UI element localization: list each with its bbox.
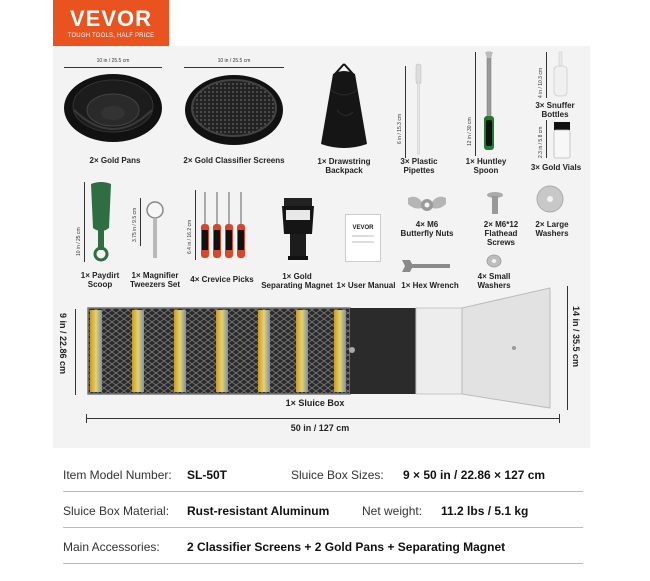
spec-material-label: Sluice Box Material: — [63, 504, 170, 518]
scoop-label-line2: Scoop — [87, 280, 113, 289]
pipettes-dim-line — [405, 66, 406, 158]
sluice-width: 50 in / 127 cm — [290, 423, 350, 433]
brand-name: VEVOR — [69, 6, 153, 31]
spoon-label-line2: Spoon — [473, 166, 499, 175]
snuffer-bottle-image — [551, 50, 571, 98]
vials-dim-line — [546, 120, 547, 158]
snuffer-label-line2: Bottles — [541, 110, 569, 119]
gold-pans-dimension — [64, 58, 162, 66]
magnet-label-line2: Separating Magnet — [261, 281, 333, 290]
scoop-dim-line — [84, 182, 85, 262]
sluice-left-dim-line — [75, 309, 76, 395]
hex-wrench-image — [400, 256, 454, 274]
spoon-label-line1: 1× Huntley — [465, 157, 507, 166]
gold-vial-image — [551, 120, 573, 160]
spec-size-value: 9 × 50 in / 22.86 × 127 cm — [403, 468, 546, 482]
pipettes-dim-text: 6 in / 15.3 cm — [397, 113, 403, 144]
scoop-label-line1: 1× Paydirt — [80, 271, 120, 280]
butterfly-nut-image — [406, 192, 448, 214]
flathead-screw-image — [484, 190, 506, 216]
manual-logo: VEVOR — [352, 225, 374, 231]
classifier-dim-text: 10 in / 25.5 cm — [217, 58, 251, 64]
spec-row-model — [63, 456, 583, 492]
backpack-image — [315, 60, 373, 152]
pipettes-label — [394, 157, 444, 175]
gold-pans-label: 2× Gold Pans — [89, 156, 141, 165]
spec-model-label: Item Model Number: — [63, 468, 172, 482]
backpack-label — [308, 157, 380, 175]
spec-weight-label: Net weight: — [362, 504, 423, 518]
scoop-image — [88, 180, 114, 264]
large-washers-label — [524, 220, 580, 238]
magnet-label-line1: 1× Gold — [282, 272, 312, 281]
manual-label: 1× User Manual — [336, 281, 396, 290]
spoon-dim-text: 12 in / 30 cm — [467, 117, 473, 146]
butterfly-nuts-label — [392, 220, 462, 238]
crevice-picks-image — [198, 190, 248, 262]
large-washers-label-line1: 2× Large — [535, 220, 569, 229]
snuffer-label-line1: 3× Snuffer — [535, 101, 575, 110]
sluice-label: 1× Sluice Box — [285, 398, 345, 408]
pipettes-label-line2: Pipettes — [403, 166, 435, 175]
magnet-image — [276, 194, 320, 264]
tweezers-label-line1: 1× Magnifier — [131, 271, 179, 280]
large-washers-label-line2: Washers — [535, 229, 569, 238]
picks-dim-text: 6.4 in / 16.2 cm — [187, 219, 193, 254]
wrench-label: 1× Hex Wrench — [401, 281, 459, 290]
snuffer-dim-text: 4 in / 10.3 cm — [538, 67, 544, 98]
brand-logo — [53, 0, 169, 46]
butterfly-nuts-label-line1: 4× M6 — [415, 220, 439, 229]
screws-label-line2: Flathead Screws — [484, 229, 518, 247]
picks-label: 4× Crevice Picks — [190, 275, 254, 284]
picks-dim-line — [195, 190, 196, 260]
backpack-label-line1: 1× Drawstring — [317, 157, 371, 166]
spoon-dim-line — [475, 52, 476, 156]
vials-dim-text: 2.3 in / 5.8 cm — [538, 126, 544, 158]
sluice-width-tick-left — [86, 414, 87, 423]
classifier-screens-image — [183, 70, 285, 150]
spec-size-label: Sluice Box Sizes: — [291, 468, 384, 482]
spec-accessories-value: 2 Classifier Screens + 2 Gold Pans + Separating Magnet — [187, 540, 506, 554]
small-washers-label-line2: Washers — [477, 281, 511, 290]
butterfly-nuts-label-line2: Butterfly Nuts — [400, 229, 454, 238]
sluice-box-image — [84, 286, 564, 410]
backpack-label-line2: Backpack — [325, 166, 363, 175]
classifier-screens-label: 2× Gold Classifier Screens — [183, 156, 285, 165]
gold-pans-dim-line — [64, 67, 162, 68]
spec-accessories-label: Main Accessories: — [63, 540, 160, 554]
spec-row-material — [63, 492, 583, 528]
tweezers-image — [144, 200, 166, 262]
sluice-width-dim-line — [86, 418, 560, 419]
gold-pans-image — [62, 70, 164, 150]
pipettes-label-line1: 3× Plastic — [400, 157, 438, 166]
pipettes-image — [411, 62, 427, 158]
classifier-dim-line — [184, 67, 284, 68]
vials-label: 3× Gold Vials — [530, 163, 582, 172]
sluice-width-tick-right — [559, 414, 560, 423]
tweezers-dim-line — [140, 198, 141, 246]
sluice-right-dim-line — [567, 286, 568, 410]
tweezers-label-line2: Tweezers Set — [129, 280, 181, 289]
screws-label — [470, 220, 532, 247]
spec-row-accessories — [63, 528, 583, 564]
small-washers-label-line1: 4× Small — [477, 272, 511, 281]
sluice-height-right: 14 in / 35.5 cm — [571, 306, 581, 368]
spec-material-value: Rust-resistant Aluminum — [187, 504, 330, 518]
spoon-label — [460, 157, 512, 175]
brand-tagline: TOUGH TOOLS, HALF PRICE — [67, 33, 155, 39]
screws-label-line1: 2× M6*12 — [483, 220, 519, 229]
spec-model-value: SL-50T — [187, 468, 228, 482]
gold-pans-dim-text: 10 in / 25.5 cm — [96, 58, 130, 64]
tweezers-dim-text: 3.75 in / 9.5 cm — [132, 207, 138, 242]
spoon-image — [480, 50, 498, 156]
user-manual-image — [345, 214, 381, 262]
snuffer-label — [525, 101, 585, 119]
scoop-dim-text: 10 in / 25 cm — [76, 227, 82, 256]
small-washer-image — [486, 254, 502, 268]
large-washer-image — [535, 184, 565, 214]
sluice-height-left: 9 in / 22.86 cm — [58, 313, 68, 375]
spec-weight-value: 11.2 lbs / 5.1 kg — [441, 504, 529, 518]
snuffer-dim-line — [546, 52, 547, 98]
